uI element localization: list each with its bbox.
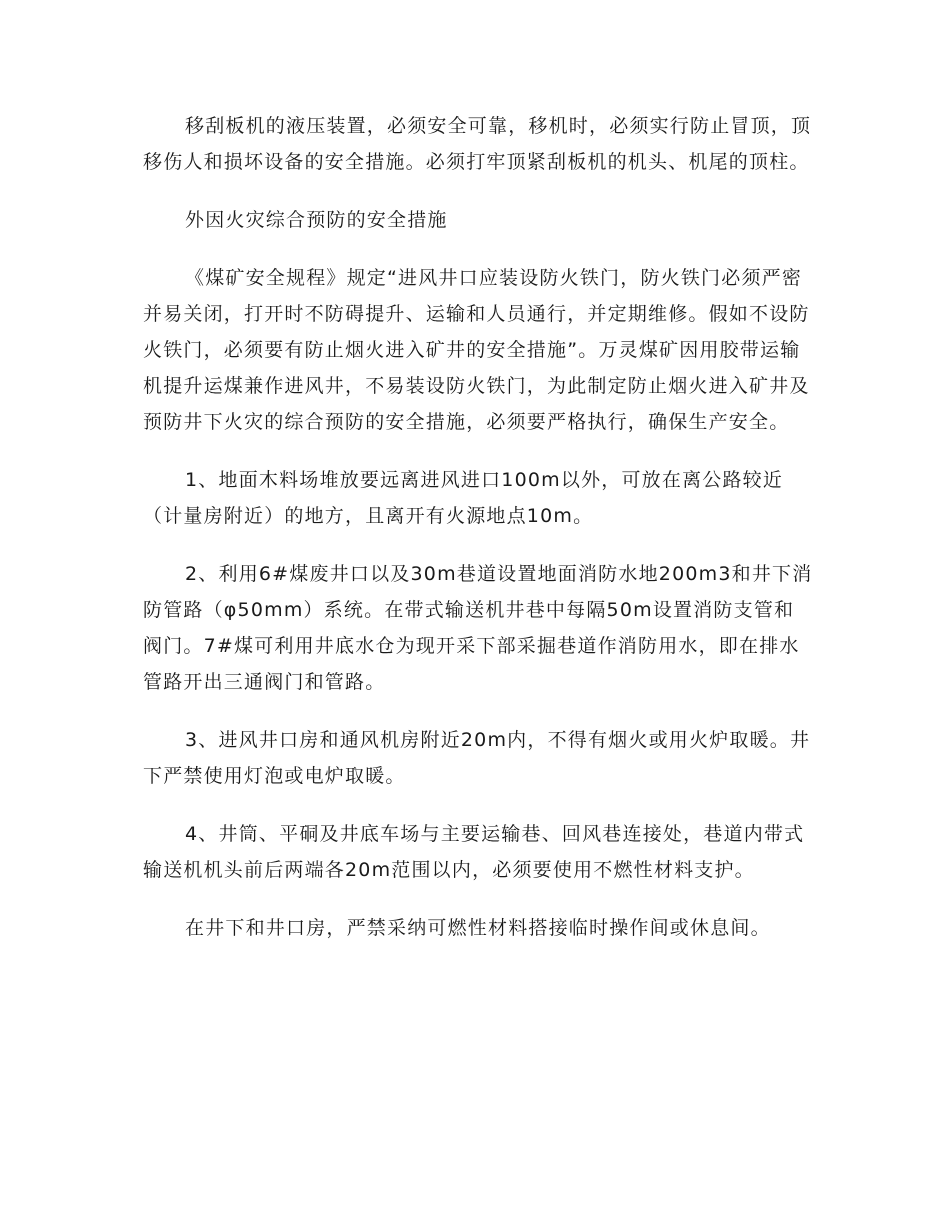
paragraph-closing: 在井下和井口房，严禁采纳可燃性材料搭接临时操作间或休息间。 xyxy=(185,917,771,939)
section-heading-fire-prevention: 外因火灾综合预防的安全措施 xyxy=(185,209,448,231)
paragraph-scraper-hydraulics: 移刮板机的液压装置，必须安全可靠，移机时，必须实行防止冒顶，顶移伤人和损坏设备的安全措施。必须打牢顶紧刮板机的机头、机尾的顶柱。 xyxy=(143,115,812,173)
paragraph-item-4: 4、井筒、平硐及井底车场与主要运输巷、回风巷连接处，巷道内带式输送机机头前后两端各20m范围以内，必须要使用不燃性材料支护。 xyxy=(143,823,805,881)
paragraph-item-3: 3、进风井口房和通风机房附近20m内，不得有烟火或用火炉取暖。井下严禁使用灯泡或电炉取暖。 xyxy=(143,729,811,787)
paragraph-item-2: 2、利用6#煤废井口以及30m巷道设置地面消防水地200m3和井下消防管路（φ50mm）系统。在带式输送机井巷中每隔50m设置消防支管和阀门。7#煤可利用井底水仓为现开采下部采掘巷道作消防用水，即在排水管路开出三通阀门和管路。 xyxy=(143,563,813,693)
paragraph-item-1: 1、地面木料场堆放要远离进风进口100m以外，可放在离公路较近（计量房附近）的地方，且离开有火源地点10m。 xyxy=(143,469,784,527)
paragraph-safety-regulation: 《煤矿安全规程》规定“进风井口应装设防火铁门，防火铁门必须严密并易关闭，打开时不防碍提升、运输和人员通行，并定期维修。假如不设防火铁门，必须要有防止烟火进入矿井的安全措施”。万灵煤矿因用胶带运输机提升运煤兼作进风井，不易装设防火铁门，为此制定防止烟火进入矿井及预防井下火灾的综合预防的安全措施，必须要严格执行，确保生产安全。 xyxy=(143,267,810,433)
document-body xyxy=(143,108,813,968)
